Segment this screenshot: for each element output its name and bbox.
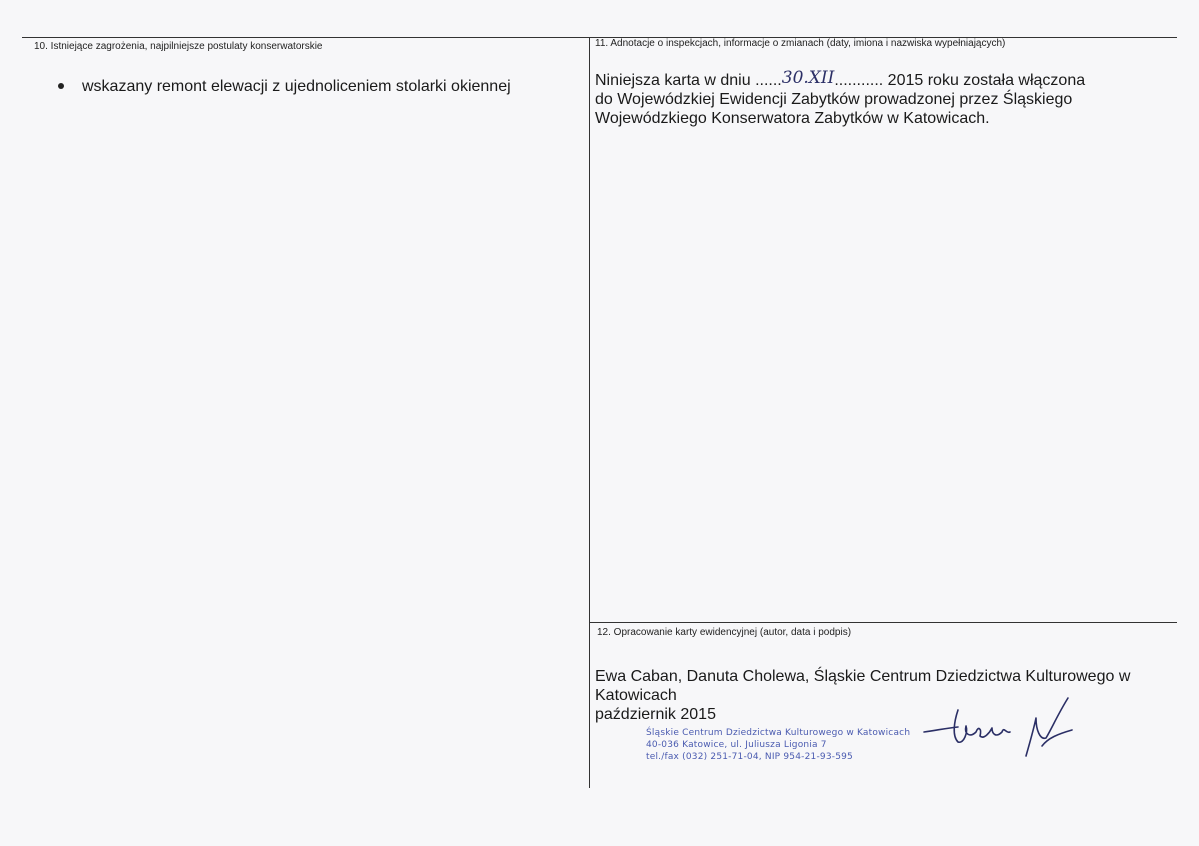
inspection-note xyxy=(595,68,1155,128)
threat-item-text: wskazany remont elewacji z ujednoliceniem stolarki okiennej xyxy=(82,78,511,95)
section-10-label: 10. Istniejące zagrożenia, najpilniejsze postulaty konserwatorskie xyxy=(34,41,323,52)
section-12-rule xyxy=(589,622,1177,623)
note-line-2: do Wojewódzkiej Ewidencji Zabytków prowadzonej przez Śląskiego xyxy=(595,91,1073,108)
author-date: październik 2015 xyxy=(595,706,716,723)
author-block xyxy=(595,667,1175,724)
note-text-after-date: ........... 2015 roku została włączona xyxy=(834,72,1086,89)
author-line-2: Katowicach xyxy=(595,687,677,704)
stamp-line-2: 40-036 Katowice, ul. Juliusza Ligonia 7 xyxy=(646,740,827,750)
section-12-label: 12. Opracowanie karty ewidencyjnej (autor, data i podpis) xyxy=(597,627,852,638)
note-line-1 xyxy=(595,68,1155,90)
section-11-label: 11. Adnotacje o inspekcjach, informacje o zmianach (daty, imiona i nazwiska wypełniających) xyxy=(595,38,1006,49)
bullet-icon xyxy=(58,83,64,89)
stamp-line-3: tel./fax (032) 251-71-04, NIP 954-21-93-595 xyxy=(646,752,853,762)
institution-stamp xyxy=(646,727,910,763)
handwritten-signature xyxy=(918,688,1088,773)
column-divider xyxy=(589,37,590,788)
author-line-1: Ewa Caban, Danuta Cholewa, Śląskie Centrum Dziedzictwa Kulturowego w xyxy=(595,668,1131,685)
stamp-line-1: Śląskie Centrum Dziedzictwa Kulturowego w Katowicach xyxy=(646,728,911,738)
note-text-before-date: Niniejsza karta w dniu ...... xyxy=(595,72,782,89)
list-item xyxy=(58,78,511,96)
note-line-3: Wojewódzkiego Konserwatora Zabytków w Katowicach. xyxy=(595,110,990,127)
handwritten-date: 30.XII xyxy=(781,68,835,88)
